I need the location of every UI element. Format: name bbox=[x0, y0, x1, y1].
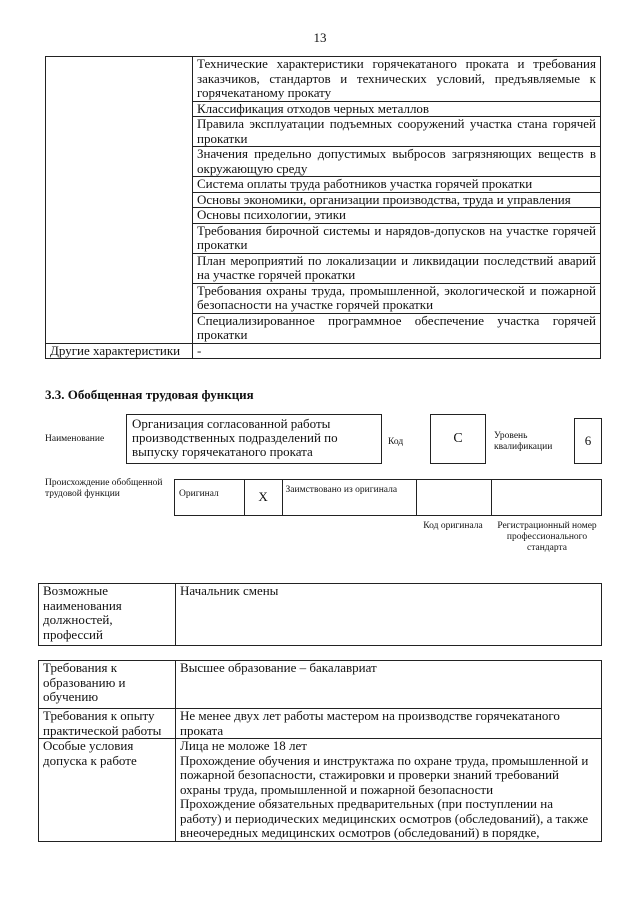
education-label: Требования к образованию и обучению bbox=[39, 661, 176, 709]
knowledge-item: Значения предельно допустимых выбросов загрязняющих веществ в окружающую среду bbox=[193, 147, 601, 177]
section-heading: 3.3. Обобщенная трудовая функция bbox=[45, 387, 254, 402]
admission-line: Прохождение обязательных предварительных (при поступлении на работу) и периодических медицинских осмотров (обследований), а также внеочередных медицинских осмотров (обследований) в порядке, bbox=[180, 796, 589, 840]
name-label: Наименование bbox=[45, 434, 105, 444]
original-label: Оригинал bbox=[175, 480, 245, 515]
origin-label: Происхождение обобщенной трудовой функции bbox=[45, 478, 163, 499]
borrowed-label: Заимствовано из оригинала bbox=[283, 480, 417, 515]
other-characteristics-value: - bbox=[193, 343, 601, 359]
admission-label: Особые условия допуска к работе bbox=[39, 739, 176, 842]
reg-caption: Регистрационный номер профессионального стандарта bbox=[497, 521, 597, 553]
knowledge-table bbox=[45, 56, 601, 359]
knowledge-item: Основы психологии, этики bbox=[193, 208, 601, 224]
other-characteristics-label: Другие характеристики bbox=[46, 343, 193, 359]
knowledge-item: Классификация отходов черных металлов bbox=[193, 101, 601, 117]
admission-line: Лица не моложе 18 лет bbox=[180, 738, 307, 753]
admission-value bbox=[176, 739, 602, 842]
function-name-box: Организация согласованной работы производственных подразделений по выпуску горячекатаного проката bbox=[126, 414, 382, 464]
origin-reg-cell bbox=[492, 480, 601, 515]
origin-row bbox=[174, 479, 602, 516]
experience-label: Требования к опыту практической работы bbox=[39, 709, 176, 739]
education-value: Высшее образование – бакалавриат bbox=[176, 661, 602, 709]
level-label: Уровень квалификации bbox=[494, 431, 553, 452]
positions-value: Начальник смены bbox=[176, 584, 602, 646]
knowledge-item: Система оплаты труда работников участка горячей прокатки bbox=[193, 177, 601, 193]
admission-line: Прохождение обучения и инструктажа по охране труда, промышленной и пожарной безопасности, стажировки и проверки знаний требований охраны труда, промышленной и пожарной безопасности bbox=[180, 752, 589, 797]
experience-value: Не менее двух лет работы мастером на производстве горячекатаного проката bbox=[176, 709, 602, 739]
function-code-box: C bbox=[430, 414, 486, 464]
origin-code-cell bbox=[417, 480, 492, 515]
knowledge-item: План мероприятий по локализации и ликвидации последствий аварий на участке горячей прокатки bbox=[193, 253, 601, 283]
original-mark: X bbox=[245, 480, 283, 515]
code-caption: Код оригинала bbox=[423, 521, 483, 531]
code-label: Код bbox=[388, 437, 404, 447]
knowledge-left-cell bbox=[46, 57, 193, 344]
positions-table bbox=[38, 583, 602, 646]
knowledge-item: Требования бирочной системы и нарядов-допусков на участке горячей прокатки bbox=[193, 223, 601, 253]
requirements-table bbox=[38, 660, 602, 842]
knowledge-item: Основы экономики, организации производства, труда и управления bbox=[193, 192, 601, 208]
level-box: 6 bbox=[574, 418, 602, 464]
knowledge-item: Требования охраны труда, промышленной, экологической и пожарной безопасности на участке горячей прокатки bbox=[193, 283, 601, 313]
positions-label: Возможные наименования должностей, профессий bbox=[39, 584, 176, 646]
page-number: 13 bbox=[313, 30, 327, 45]
knowledge-item: Правила эксплуатации подъемных сооружений участка стана горячей прокатки bbox=[193, 117, 601, 147]
knowledge-item: Технические характеристики горячекатаного проката и требования заказчиков, стандартов и технических условий, предъявляемые к горячекатаному прокату bbox=[193, 57, 601, 102]
knowledge-item: Специализированное программное обеспечение участка горячей прокатки bbox=[193, 313, 601, 343]
